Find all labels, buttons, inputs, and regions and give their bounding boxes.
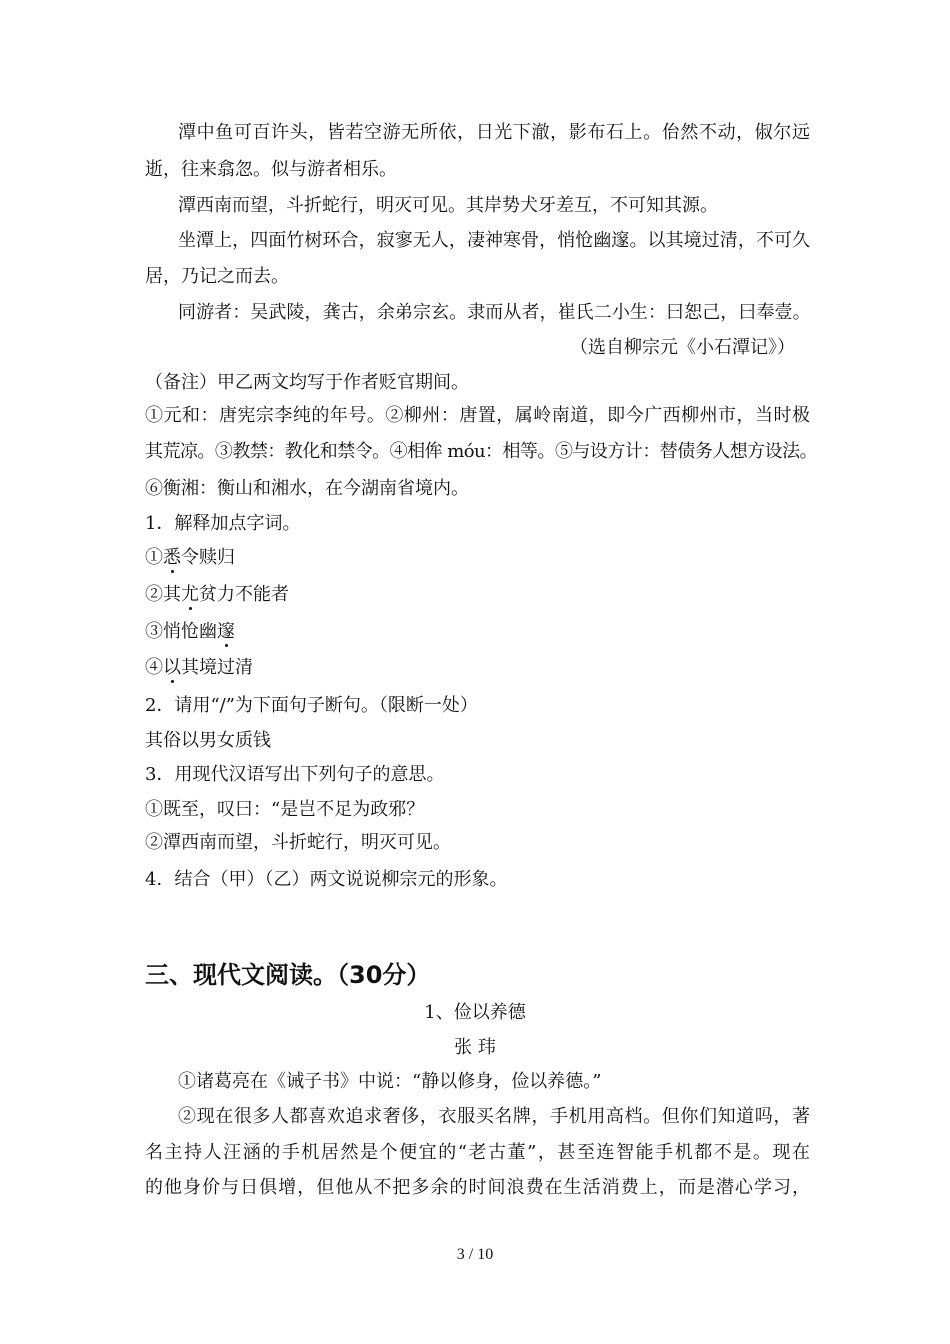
- question-3-item: ①既至，叹曰：“是岂不足为政邪？: [145, 799, 425, 820]
- question-1-title: 1．解释加点字词。: [145, 513, 301, 534]
- item-suffix: 贫力不能者: [199, 584, 289, 605]
- article-title: 1、俭以养德: [424, 1002, 526, 1023]
- dotted-char: 尤: [181, 584, 199, 605]
- dotted-char: 悉: [163, 547, 181, 568]
- item-prefix: ④: [145, 657, 163, 678]
- item-prefix: ①: [145, 547, 163, 568]
- article-paragraph: ①诸葛亮在《诫子书》中说：“静以修身，俭以养德。”: [178, 1071, 602, 1092]
- dotted-char: 以: [163, 657, 181, 678]
- page-number: 3 / 10: [456, 1246, 494, 1263]
- question-3-title: 3．用现代汉语写出下列句子的意思。: [145, 764, 445, 785]
- passage-line: 逝，往来翕忽。似与游者相乐。: [145, 159, 397, 180]
- question-1-item: [145, 546, 235, 570]
- note-line: ①元和：唐宪宗李纯的年号。②柳州：唐置，属岭南道，即今广西柳州市，当时极: [145, 405, 810, 426]
- passage-line: 同游者：吴武陵，龚古，余弟宗玄。隶而从者，崔氏二小生：曰恕己，曰奉壹。: [178, 302, 810, 323]
- question-3-item: ②潭西南而望，斗折蛇行，明灭可见。: [145, 832, 451, 853]
- note-line: ⑥衡湘：衡山和湘水，在今湖南省境内。: [145, 478, 469, 499]
- passage-source: （选自柳宗元《小石潭记》）: [570, 337, 795, 358]
- passage-line: 居，乃记之而去。: [145, 266, 289, 287]
- item-suffix: 令赎归: [181, 547, 235, 568]
- question-4-title: 4．结合（甲）（乙）两文说说柳宗元的形象。: [145, 869, 508, 890]
- article-paragraph: ②现在很多人都喜欢追求奢侈，衣服买名牌，手机用高档。但你们知道吗，著: [178, 1106, 810, 1127]
- question-2-sentence: 其俗以男女质钱: [145, 730, 271, 751]
- article-paragraph: 的他身价与日俱增，但他从不把多余的时间浪费在生活消费上，而是潜心学习，: [145, 1177, 810, 1198]
- question-1-item: [145, 620, 235, 644]
- passage-line: 坐潭上，四面竹树环合，寂寥无人，凄神寒骨，悄怆幽邃。以其境过清，不可久: [178, 230, 810, 251]
- question-1-item: [145, 656, 253, 680]
- note-line: （备注）甲乙两文均写于作者贬官期间。: [145, 372, 469, 393]
- section-heading: 三、现代文阅读。（30分）: [145, 961, 431, 989]
- passage-line: 潭西南而望，斗折蛇行，明灭可见。其岸势犬牙差互，不可知其源。: [178, 195, 718, 216]
- dotted-char: 邃: [217, 621, 235, 642]
- note-line: 其荒凉。③教禁：教化和禁令。④相侔 móu：相等。⑤与设方计：替债务人想方设法。: [145, 441, 817, 462]
- question-2-title: 2．请用“/”为下面句子断句。（限断一处）: [145, 695, 478, 716]
- item-prefix: ③悄怆幽: [145, 621, 217, 642]
- article-paragraph: 名主持人汪涵的手机居然是个便宜的“老古董”，甚至连智能手机都不是。现在: [145, 1142, 810, 1163]
- item-suffix: 其境过清: [181, 657, 253, 678]
- question-1-item: [145, 583, 289, 607]
- article-author: 张 玮: [454, 1037, 496, 1058]
- item-prefix: ②其: [145, 584, 181, 605]
- passage-line: 潭中鱼可百许头，皆若空游无所依，日光下澈，影布石上。佁然不动，俶尔远: [178, 122, 810, 143]
